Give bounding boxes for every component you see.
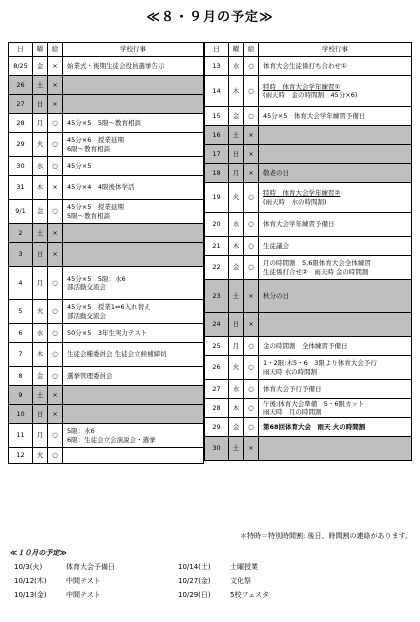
table-row xyxy=(205,164,412,183)
table-row xyxy=(9,76,204,95)
table-row xyxy=(9,324,204,343)
event-cell xyxy=(259,437,412,461)
event-line: 45分×5 体育大会学年練習予備日 xyxy=(263,111,366,120)
event-cell xyxy=(259,145,412,164)
schedule-table-left xyxy=(8,42,204,464)
day-cell: 12 xyxy=(9,448,33,464)
lunch-cell: × xyxy=(48,405,63,424)
weekday-cell: 金 xyxy=(229,256,244,280)
day-cell: 2 xyxy=(9,224,33,243)
lunch-cell: × xyxy=(244,313,259,337)
table-row xyxy=(205,107,412,126)
event-cell xyxy=(259,280,412,313)
october-date: 10/12(木) xyxy=(14,577,47,585)
table-row xyxy=(9,200,204,224)
table-row xyxy=(9,133,204,157)
header-event: 学校行事 xyxy=(63,43,204,57)
day-cell: 21 xyxy=(205,237,229,256)
event-cell xyxy=(63,267,204,300)
table-row xyxy=(205,213,412,237)
weekday-cell: 火 xyxy=(33,133,48,157)
weekday-cell: 火 xyxy=(229,356,244,380)
lunch-cell: × xyxy=(244,164,259,183)
weekday-cell: 月 xyxy=(229,337,244,356)
weekday-cell: 木 xyxy=(33,343,48,367)
table-row xyxy=(205,356,412,380)
weekday-cell: 土 xyxy=(33,224,48,243)
event-line: 50分×5 3年生実力テスト xyxy=(67,328,148,337)
day-cell: 31 xyxy=(9,176,33,200)
header-kyu: 給 xyxy=(48,43,63,57)
october-item xyxy=(14,562,115,572)
event-line: 雨天時 月の時間割 xyxy=(263,408,322,416)
october-event: 中間テスト xyxy=(66,577,101,585)
weekday-cell: 金 xyxy=(33,200,48,224)
header-day: 日 xyxy=(205,43,229,57)
event-line: 45分×6 授業延期 xyxy=(67,136,124,145)
event-line: 45分×4 4限後体学活 xyxy=(67,183,135,192)
day-cell: 14 xyxy=(205,76,229,107)
lunch-cell: ○ xyxy=(48,343,63,367)
event-line: 1・2限:木5・6 3限より体育大会予行 xyxy=(263,359,377,368)
event-line: 敬老の日 xyxy=(263,168,289,177)
table-row xyxy=(205,280,412,313)
weekday-cell: 日 xyxy=(33,243,48,267)
lunch-cell: ○ xyxy=(244,76,259,107)
event-cell xyxy=(63,386,204,405)
weekday-cell: 水 xyxy=(229,213,244,237)
weekday-cell: 木 xyxy=(229,399,244,418)
october-item xyxy=(14,590,101,600)
event-line: (雨天時 水の時間割) xyxy=(263,197,327,206)
day-cell: 9 xyxy=(9,386,33,405)
page-title: ≪８・９月の予定≫ xyxy=(146,10,274,25)
table-header xyxy=(9,43,204,57)
lunch-cell: ○ xyxy=(48,324,63,343)
day-cell: 9/1 xyxy=(9,200,33,224)
table-row xyxy=(205,145,412,164)
event-line: 45分×5 5限：水6 xyxy=(67,274,126,283)
lunch-cell: ○ xyxy=(244,237,259,256)
event-cell xyxy=(259,237,412,256)
october-date: 10/3(火) xyxy=(14,563,43,571)
weekday-cell: 金 xyxy=(33,367,48,386)
weekday-cell: 火 xyxy=(33,448,48,464)
lunch-cell: × xyxy=(48,176,63,200)
table-row xyxy=(9,386,204,405)
weekday-cell: 木 xyxy=(229,237,244,256)
weekday-cell: 月 xyxy=(33,267,48,300)
weekday-cell: 火 xyxy=(33,300,48,324)
day-cell: 24 xyxy=(205,313,229,337)
event-cell xyxy=(259,213,412,237)
october-heading: ≪１０月の予定≫ xyxy=(10,549,67,557)
event-cell xyxy=(63,133,204,157)
october-date: 10/13(金) xyxy=(14,591,47,599)
table-row xyxy=(205,399,412,418)
day-cell: 30 xyxy=(9,157,33,176)
lunch-cell: × xyxy=(48,95,63,114)
event-line: 部活動交流会 xyxy=(67,283,106,291)
lunch-cell: ○ xyxy=(244,107,259,126)
event-line: 6限：生徒会立会演説会・選挙 xyxy=(67,435,156,444)
event-line: 始業式・後期生徒会役員選挙告示 xyxy=(67,61,165,70)
lunch-cell: ○ xyxy=(244,57,259,76)
header-day: 日 xyxy=(9,43,33,57)
event-cell xyxy=(63,300,204,324)
event-cell xyxy=(259,107,412,126)
event-line: 生徒係打合せ② 雨天時 金の時間割 xyxy=(263,267,369,276)
lunch-cell: × xyxy=(244,145,259,164)
lunch-cell: × xyxy=(48,243,63,267)
table-row xyxy=(9,95,204,114)
lunch-cell: × xyxy=(48,76,63,95)
table-row xyxy=(9,300,204,324)
day-cell: 10 xyxy=(9,405,33,424)
weekday-cell: 月 xyxy=(229,164,244,183)
day-cell: 20 xyxy=(205,213,229,237)
lunch-cell: × xyxy=(244,280,259,313)
october-event: 5校フェスタ xyxy=(230,591,270,599)
day-cell: 23 xyxy=(205,280,229,313)
lunch-cell: ○ xyxy=(244,356,259,380)
lunch-cell: × xyxy=(244,126,259,145)
day-cell: 26 xyxy=(205,356,229,380)
event-cell xyxy=(63,243,204,267)
event-line: 5限～教育相談 xyxy=(67,211,111,220)
event-cell xyxy=(63,424,204,448)
day-cell: 25 xyxy=(205,337,229,356)
weekday-cell: 金 xyxy=(229,418,244,437)
day-cell: 8/25 xyxy=(9,57,33,76)
event-cell xyxy=(259,418,412,437)
weekday-cell: 火 xyxy=(229,183,244,213)
event-line: 月の時間割 5,6限体育大会全体練習 xyxy=(263,259,371,268)
october-date: 10/27(金) xyxy=(178,577,211,585)
table-row xyxy=(9,405,204,424)
day-cell: 6 xyxy=(9,324,33,343)
day-cell: 3 xyxy=(9,243,33,267)
lunch-cell: ○ xyxy=(244,256,259,280)
event-cell xyxy=(63,324,204,343)
day-cell: 27 xyxy=(205,380,229,399)
weekday-cell: 日 xyxy=(33,405,48,424)
table-row xyxy=(205,256,412,280)
event-cell xyxy=(63,200,204,224)
event-line: 生徒議会 xyxy=(263,241,289,250)
lunch-cell: ○ xyxy=(48,157,63,176)
event-cell xyxy=(259,57,412,76)
event-line: 特時 体育大会学年練習① xyxy=(263,82,341,91)
weekday-cell: 日 xyxy=(229,313,244,337)
lunch-cell: × xyxy=(244,437,259,461)
event-cell xyxy=(63,405,204,424)
event-cell xyxy=(63,224,204,243)
event-cell xyxy=(63,367,204,386)
lunch-cell: × xyxy=(48,57,63,76)
table-row xyxy=(205,313,412,337)
lunch-cell: ○ xyxy=(48,367,63,386)
table-row xyxy=(205,126,412,145)
table-row xyxy=(9,224,204,243)
day-cell: 29 xyxy=(9,133,33,157)
event-line: 雨天時 水の時間割 xyxy=(263,367,318,376)
event-cell xyxy=(63,95,204,114)
day-cell: 4 xyxy=(9,267,33,300)
lunch-cell: × xyxy=(48,224,63,243)
day-cell: 16 xyxy=(205,126,229,145)
table-row xyxy=(205,337,412,356)
weekday-cell: 水 xyxy=(229,57,244,76)
weekday-cell: 月 xyxy=(33,424,48,448)
weekday-cell: 木 xyxy=(229,76,244,107)
table-row xyxy=(205,437,412,461)
table-row xyxy=(9,243,204,267)
event-line: 6限～教育相談 xyxy=(67,144,111,153)
event-line: 部活動交流会 xyxy=(67,311,106,320)
event-cell xyxy=(63,57,204,76)
footnote: ＊特時＝特別時間割: 後日、時間割の連絡があります。 xyxy=(239,532,412,540)
lunch-cell: ○ xyxy=(48,133,63,157)
event-cell xyxy=(259,313,412,337)
day-cell: 28 xyxy=(205,399,229,418)
event-cell xyxy=(259,256,412,280)
event-line: 第68回体育大会 雨天 火の時間割 xyxy=(263,422,366,431)
event-line: 選挙管理委員会 xyxy=(67,371,113,380)
day-cell: 28 xyxy=(9,114,33,133)
event-line: 特時 体育大会学年練習② xyxy=(263,189,341,198)
day-cell: 13 xyxy=(205,57,229,76)
table-row xyxy=(205,418,412,437)
weekday-cell: 土 xyxy=(229,280,244,313)
weekday-cell: 水 xyxy=(33,157,48,176)
event-line: 生徒会種委員会 生徒会立候補締切 xyxy=(67,350,167,359)
event-line: 45分×5 授業延期 xyxy=(67,203,124,212)
day-cell: 7 xyxy=(9,343,33,367)
lunch-cell: ○ xyxy=(48,267,63,300)
day-cell: 27 xyxy=(9,95,33,114)
lunch-cell: ○ xyxy=(48,424,63,448)
event-cell xyxy=(259,183,412,213)
weekday-cell: 金 xyxy=(33,57,48,76)
table-row xyxy=(205,76,412,107)
table-row xyxy=(9,267,204,300)
october-item xyxy=(178,562,258,572)
event-line: 体育大会生徒係打ち合わせ① xyxy=(263,61,347,70)
event-line: 秋分の日 xyxy=(263,291,289,300)
event-line: (雨天時 金の時間割 45分×6) xyxy=(263,91,358,99)
table-row xyxy=(205,237,412,256)
day-cell: 22 xyxy=(205,256,229,280)
day-cell: 26 xyxy=(9,76,33,95)
day-cell: 17 xyxy=(205,145,229,164)
header-kyu: 給 xyxy=(244,43,259,57)
weekday-cell: 土 xyxy=(33,386,48,405)
october-date: 10/29(日) xyxy=(178,591,211,599)
event-cell xyxy=(259,356,412,380)
table-row xyxy=(9,424,204,448)
event-line: 45分×5 授業1⇔6入れ替え xyxy=(67,303,151,312)
schedule-table-right xyxy=(204,42,412,461)
header-dow: 曜 xyxy=(229,43,244,57)
day-cell: 5 xyxy=(9,300,33,324)
october-item xyxy=(14,576,101,586)
weekday-cell: 土 xyxy=(33,76,48,95)
lunch-cell: ○ xyxy=(244,418,259,437)
lunch-cell: ○ xyxy=(48,114,63,133)
event-cell xyxy=(63,114,204,133)
event-line: 金の時間割 全体練習予備日 xyxy=(263,341,348,350)
event-cell xyxy=(63,448,204,464)
event-cell xyxy=(259,380,412,399)
table-row xyxy=(9,343,204,367)
weekday-cell: 水 xyxy=(229,380,244,399)
lunch-cell: ○ xyxy=(244,183,259,213)
table-row xyxy=(205,57,412,76)
table-row xyxy=(9,176,204,200)
day-cell: 29 xyxy=(205,418,229,437)
table-header xyxy=(205,43,412,57)
header-event: 学校行事 xyxy=(259,43,412,57)
october-event: 中間テスト xyxy=(66,591,101,599)
day-cell: 30 xyxy=(205,437,229,461)
table-row xyxy=(205,380,412,399)
weekday-cell: 日 xyxy=(229,145,244,164)
day-cell: 11 xyxy=(9,424,33,448)
header-dow: 曜 xyxy=(33,43,48,57)
lunch-cell: ○ xyxy=(48,300,63,324)
event-line: 午後:体育大会準備 5・6限カット xyxy=(263,399,365,408)
weekday-cell: 木 xyxy=(33,176,48,200)
weekday-cell: 月 xyxy=(33,114,48,133)
day-cell: 15 xyxy=(205,107,229,126)
lunch-cell: × xyxy=(48,386,63,405)
weekday-cell: 土 xyxy=(229,437,244,461)
event-cell xyxy=(259,126,412,145)
event-cell xyxy=(63,76,204,95)
october-event: 体育大会予備日 xyxy=(66,563,115,571)
october-item xyxy=(178,576,251,586)
day-cell: 8 xyxy=(9,367,33,386)
weekday-cell: 日 xyxy=(33,95,48,114)
event-cell xyxy=(259,399,412,418)
event-cell xyxy=(63,176,204,200)
october-item xyxy=(178,590,269,600)
event-cell xyxy=(63,343,204,367)
event-line: 体育大会学年練習予備日 xyxy=(263,220,335,229)
table-row xyxy=(9,157,204,176)
event-cell xyxy=(259,76,412,107)
lunch-cell: ○ xyxy=(244,399,259,418)
day-cell: 19 xyxy=(205,183,229,213)
event-line: 45分×5 xyxy=(67,161,92,170)
event-cell xyxy=(259,164,412,183)
event-cell xyxy=(63,157,204,176)
table-row xyxy=(9,367,204,386)
october-event: 文化祭 xyxy=(230,577,251,585)
lunch-cell: ○ xyxy=(244,213,259,237)
lunch-cell: ○ xyxy=(244,380,259,399)
event-line: 45分×5 5限～教育相談 xyxy=(67,118,141,127)
weekday-cell: 土 xyxy=(229,126,244,145)
weekday-cell: 水 xyxy=(33,324,48,343)
table-row xyxy=(9,57,204,76)
october-event: 土曜授業 xyxy=(230,563,258,571)
day-cell: 18 xyxy=(205,164,229,183)
table-row xyxy=(9,448,204,464)
table-row xyxy=(9,114,204,133)
lunch-cell: ○ xyxy=(48,200,63,224)
lunch-cell: ○ xyxy=(48,448,63,464)
event-line: 体育大会予行予備日 xyxy=(263,384,322,393)
weekday-cell: 金 xyxy=(229,107,244,126)
table-row xyxy=(205,183,412,213)
event-cell xyxy=(259,337,412,356)
event-line: 5限：水6 xyxy=(67,427,95,436)
lunch-cell: ○ xyxy=(244,337,259,356)
october-date: 10/14(土) xyxy=(178,563,211,571)
